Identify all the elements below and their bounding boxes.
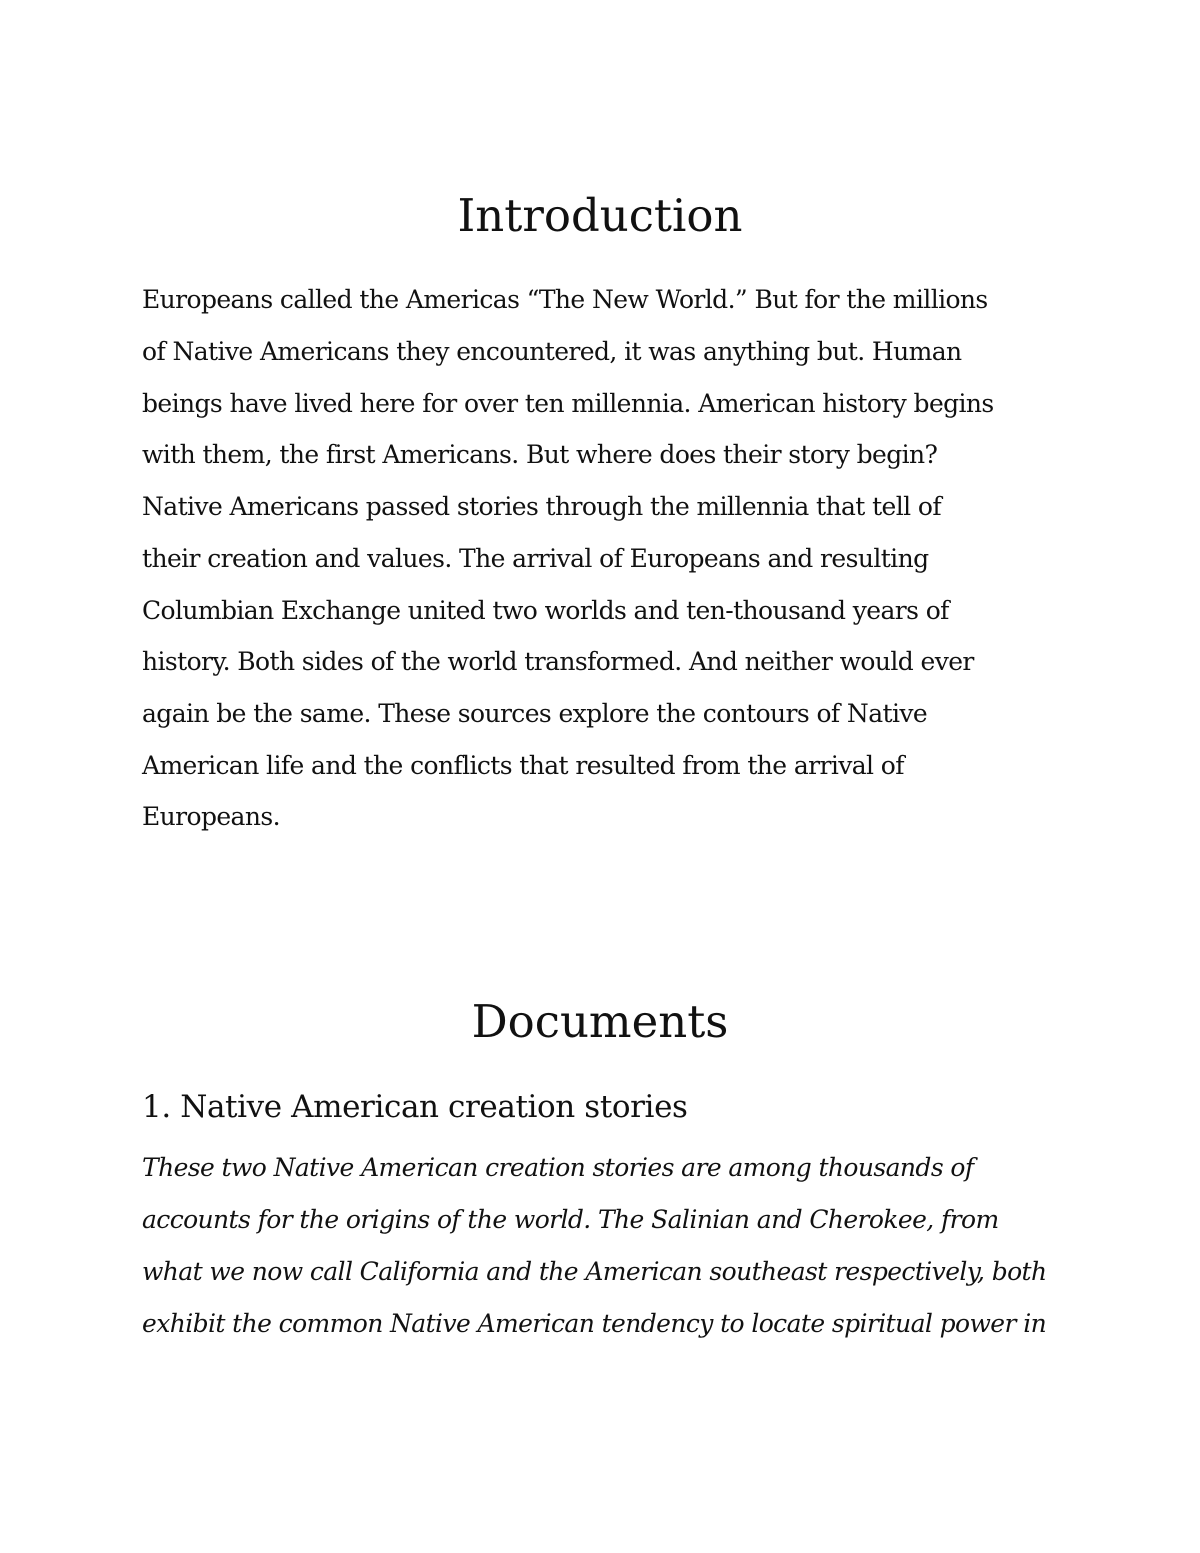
introduction-line: Europeans. (142, 802, 280, 831)
introduction-line: Native Americans passed stories through the millennia that tell of (142, 492, 941, 521)
introduction-line: Columbian Exchange united two worlds and ten-thousand years of (142, 596, 949, 625)
introduction-line: again be the same. These sources explore the contours of Native (142, 699, 928, 728)
introduction-line: beings have lived here for over ten millennia. American history begins (142, 389, 994, 418)
introduction-line: Europeans called the Americas “The New World.” But for the millions (142, 285, 988, 314)
introduction-line: American life and the conflicts that resulted from the arrival of (142, 751, 904, 780)
introduction-heading: Introduction (457, 189, 743, 242)
introduction-line: their creation and values. The arrival of Europeans and resulting (142, 544, 929, 573)
description-line: exhibit the common Native American tendency to locate spiritual power in (142, 1309, 1047, 1338)
description-line: accounts for the origins of the world. The Salinian and Cherokee, from (142, 1205, 999, 1234)
description-line: These two Native American creation stories are among thousands of (142, 1153, 974, 1182)
document-1-title: 1. Native American creation stories (142, 1089, 688, 1125)
documents-heading: Documents (471, 995, 729, 1048)
description-line: what we now call California and the American southeast respectively, both (142, 1257, 1047, 1286)
introduction-line: of Native Americans they encountered, it was anything but. Human (142, 337, 962, 366)
introduction-line: with them, the first Americans. But where does their story begin? (142, 440, 938, 469)
introduction-line: history. Both sides of the world transformed. And neither would ever (142, 647, 974, 676)
